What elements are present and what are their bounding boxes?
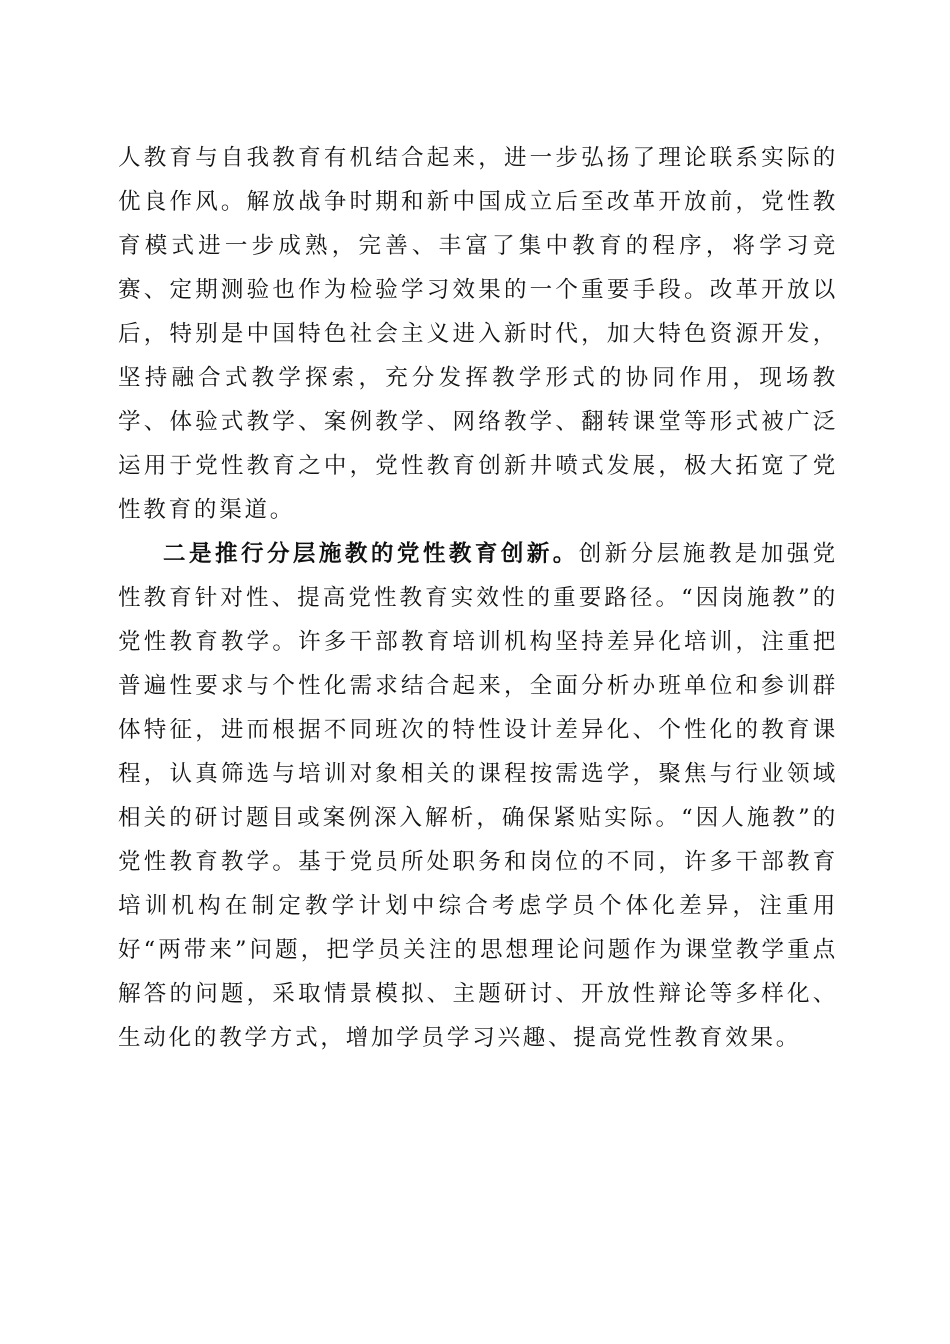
paragraph-2 <box>118 532 838 1060</box>
document-page <box>118 136 838 1060</box>
paragraph-2-text: 创新分层施教是加强党性教育针对性、提高党性教育实效性的重要路径。“因岗施教”的党性教育教学。许多干部教育培训机构坚持差异化培训，注重把普遍性要求与个性化需求结合起来，全面分析办班单位和参训群体特征，进而根据不同班次的特性设计差异化、个性化的教育课程，认真筛选与培训对象相关的课程按需选学，聚焦与行业领域相关的研讨题目或案例深入解析，确保紧贴实际。“因人施教”的党性教育教学。基于党员所处职务和岗位的不同，许多干部教育培训机构在制定教学计划中综合考虑学员个体化差异，注重用好“两带来”问题，把学员关注的思想理论问题作为课堂教学重点解答的问题，采取情景模拟、主题研讨、开放性辩论等多样化、生动化的教学方式，增加学员学习兴趣、提高党性教育效果。 <box>118 541 838 1051</box>
paragraph-1 <box>118 136 838 532</box>
paragraph-1-text: 人教育与自我教育有机结合起来，进一步弘扬了理论联系实际的优良作风。解放战争时期和新中国成立后至改革开放前，党性教育模式进一步成熟，完善、丰富了集中教育的程序，将学习竞赛、定期测验也作为检验学习效果的一个重要手段。改革开放以后，特别是中国特色社会主义进入新时代，加大特色资源开发，坚持融合式教学探索，充分发挥教学形式的协同作用，现场教学、体验式教学、案例教学、网络教学、翻转课堂等形式被广泛运用于党性教育之中，党性教育创新井喷式发展，极大拓宽了党性教育的渠道。 <box>118 145 838 523</box>
paragraph-2-lead: 二是推行分层施教的党性教育创新。 <box>163 541 579 567</box>
